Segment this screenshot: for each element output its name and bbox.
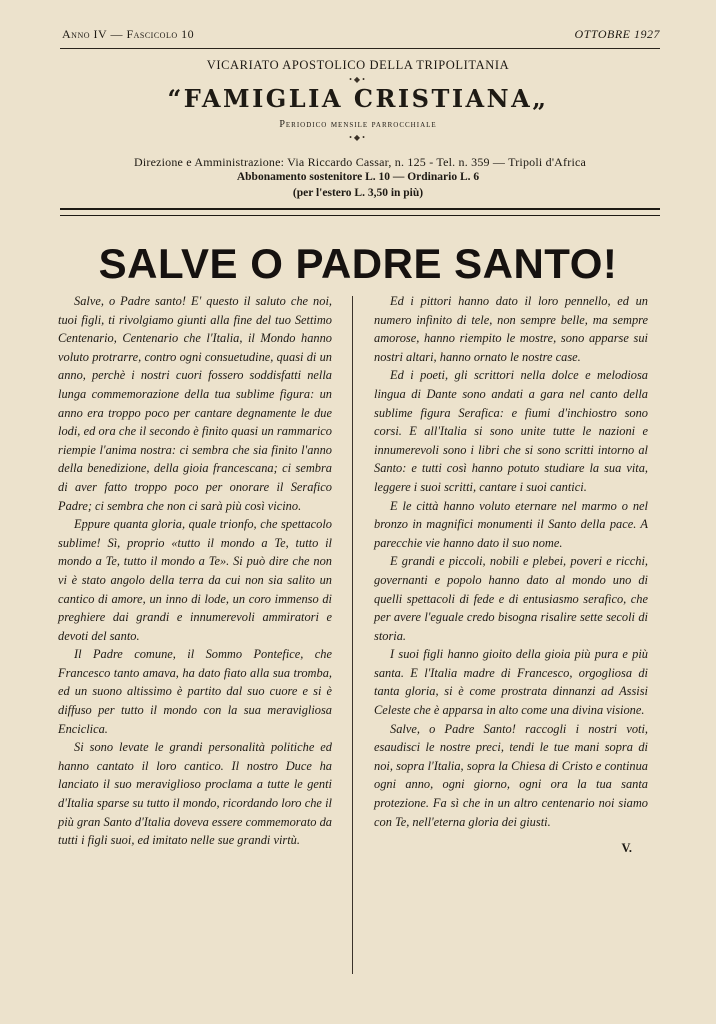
masthead-double-rule	[60, 208, 660, 216]
article-paragraph: I suoi figli hanno gioito della gioia più pura e più santa. E l'Italia madre di Francesco, orgogliosa di tanta gloria, si è come prostrata dinnanzi ad Assisi Celeste che è apparsa in alto come una divina visione.	[374, 647, 648, 718]
article-paragraph: E le città hanno voluto eternare nel marmo o nel bronzo in magnifici monumenti il Santo della pace. A parecchie vie hanno dato il suo nome.	[374, 498, 648, 550]
article-paragraph: Il Padre comune, il Sommo Pontefice, che Francesco tanto amava, ha dato fiato alla sua tromba, ed un suono altissimo è partito dal suo cuore e si è diffuso per tutto il mondo con la sua meravigliosa Enciclica.	[58, 647, 332, 736]
author-signature: V.	[621, 841, 632, 856]
article-paragraph: Eppure quanta gloria, quale trionfo, che spettacolo sublime! Sì, proprio «tutto il mondo a Te, tutto il mondo a Te, tutto il mondo a Te». Si può dire che non vi è stato angolo della terra da cui non sia salito un cantico di amore, un inno di lode, un coro immenso di preghiere dai grandi e innumerevoli ammiratori e devoti del santo.	[58, 517, 332, 643]
article-paragraph: Salve, o Padre Santo! raccogli i nostri voti, esaudisci le nostre preci, tendi le tue mani sopra di noi, sopra l'Italia, sopra la Chiesa di Cristo e continua ogni anno, ogni giorno, ogni ora la tua santa protezione. Fa sì che in un altro centenario noi siamo con Te, nell'eterna gloria dei giusti.	[374, 721, 648, 829]
article-paragraph: Si sono levate le grandi personalità politiche ed hanno cantato il loro cantico. Il nostro Duce ha lanciato il suo meraviglioso proclama a tutte le genti d'Italia sparse su tutto il mondo, ricordando loro che il più gran Santo d'Italia doveva essere commemorato da tutti i figli suoi, ed imitato nelle sue grandi virtù.	[58, 740, 332, 848]
issue-number: Anno IV — Fascicolo 10	[62, 27, 195, 41]
ornament-divider-bottom: •◆•	[349, 133, 367, 142]
masthead-title: “FAMIGLIA CRISTIANA„	[167, 84, 549, 113]
foreign-surcharge: (per l'estero L. 3,50 in più)	[292, 187, 424, 199]
article-paragraph: Ed i poeti, gli scrittori nella dolce e melodiosa lingua di Dante sono andati a gara nel canto della sublime figura Serafica: e fiumi d'inchiostro sono corsi. E all'Italia si sono unite tutte le nazioni e innumerevoli sono i libri che si sono scritti intorno al Santo: e tutti così hanno potuto studiare la sua vita, leggere i suoi scritti, cantare i suoi cantici.	[374, 368, 648, 494]
issue-date: OTTOBRE 1927	[574, 27, 660, 41]
article-paragraph: Ed i pittori hanno dato il loro pennello, ed un numero infinito di tele, non sempre belle, ma sempre amorose, hanno riempito le mostre, sono apparse sui nostri altari, hanno ornato le nostre case.	[374, 294, 648, 364]
ornament-divider-top: •◆•	[349, 75, 367, 84]
masthead-subtitle: Periodico mensile parrocchiale	[279, 119, 437, 130]
header-rule	[60, 48, 660, 49]
subscription-prices: Abbonamento sostenitore L. 10 — Ordinario L. 6	[236, 171, 480, 183]
article-paragraph: E grandi e piccoli, nobili e plebei, poveri e ricchi, governanti e popolo hanno dato al mondo uno di quelli spettacoli di fede e di entusiasmo serafico, che per avere l'eguale credo bisogna risalire sette secoli di storia.	[374, 554, 648, 643]
article-column-right	[374, 292, 648, 858]
article-paragraph: Salve, o Padre santo! E' questo il saluto che noi, tuoi figli, ti rivolgiamo giunti alla fine del tuo Settimo Centenario, Centenario che l'Italia, il Mondo hanno voluto protrarre, contro ogni consuetudine, quasi di un anno, perchè i nostri cuori fossero soddisfatti nella lunga commemorazione della tua sublime figura: un anno era troppo poco per cantare degnamente le due lodi, ed ora che il secondo è finito quasi un rammarico riempie l'anima nostra: ci sembra che sia finito l'anno della benedizione, della gioia francescana; ci sembra di aver fatto troppo poco per onorare il Serafico Padre; ci sembra che non ci sarà più così vicino.	[58, 294, 332, 513]
article-column-left	[58, 292, 332, 850]
column-divider	[352, 296, 353, 974]
vicariato-line: VICARIATO APOSTOLICO DELLA TRIPOLITANIA	[206, 58, 510, 72]
admin-address: Direzione e Amministrazione: Via Riccardo Cassar, n. 125 - Tel. n. 359 — Tripoli d'Africa	[133, 155, 587, 169]
article-title: SALVE O PADRE SANTO!	[98, 240, 618, 287]
